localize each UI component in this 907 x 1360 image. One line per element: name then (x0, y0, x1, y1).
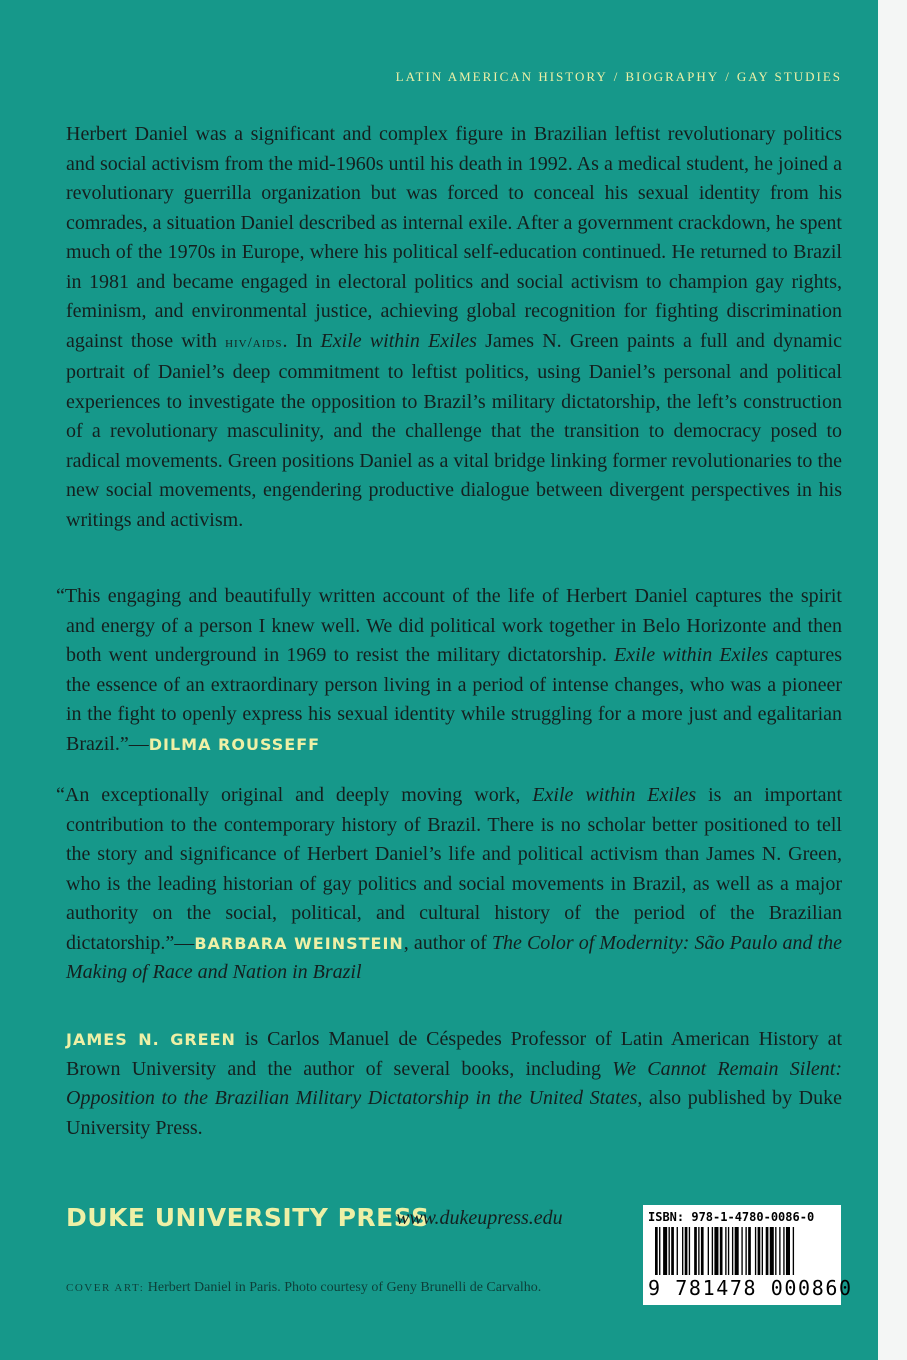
barcode-bar (775, 1227, 776, 1275)
quote-text: “An exceptionally original and deeply moving work, (56, 784, 533, 806)
barcode-bar (783, 1227, 784, 1275)
barcode-bar (770, 1227, 774, 1275)
cover-art-credit (66, 1280, 541, 1296)
author-book-title: We Cannot Remain Silent: Opposition to the Brazilian Military Dictatorship in the United States (66, 1057, 842, 1109)
barcode-bar (762, 1227, 763, 1275)
barcode-bar (758, 1227, 761, 1275)
category-separator: / (613, 69, 620, 84)
ean-digits: 9 781478 000860 (648, 1276, 853, 1300)
author-name: JAMES N. GREEN (66, 1030, 236, 1049)
page-edge (878, 0, 907, 1360)
book-title: Exile within Exiles (614, 644, 769, 666)
hiv-aids-text: hiv/aids (225, 334, 283, 351)
category-separator: / (725, 69, 731, 84)
quote-text: captures the essence of an extraordinary person living in a period of intense changes, who was a pioneer in the fight to openly express his sexual identity while struggling for a more just and egalitarian Brazil.”— (66, 644, 842, 755)
barcode-bar (694, 1227, 697, 1275)
barcode-bar (755, 1227, 756, 1275)
barcode-bar (779, 1227, 780, 1275)
barcode-bar (677, 1227, 678, 1275)
category-line (396, 69, 842, 85)
barcode-bar (732, 1227, 733, 1275)
quote-text: “This engaging and beautifully written account of the life of Herbert Daniel captures the spirit and energy of a person I knew well. We did political work together in Belo Horizonte and then both went underground in 1969 to resist the military dictatorship. (56, 585, 842, 666)
barcode-bar (786, 1227, 790, 1275)
category-latin-american-history: LATIN AMERICAN HISTORY (395, 69, 608, 84)
barcode-icon (655, 1227, 841, 1279)
barcode-bar (728, 1227, 729, 1275)
barcode-bar (748, 1227, 751, 1275)
barcode-bar (701, 1227, 704, 1275)
book-title: Exile within Exiles (320, 329, 477, 352)
barcode-bar (689, 1227, 690, 1275)
cover-art-text: Herbert Daniel in Paris. Photo courtesy of Geny Brunelli de Carvalho. (147, 1280, 542, 1295)
barcode-bar (766, 1227, 769, 1275)
author-bio (66, 1025, 842, 1143)
book-description (66, 120, 842, 535)
barcode-bar (663, 1227, 667, 1275)
description-text: . In (282, 329, 321, 352)
barcode-bar (745, 1227, 746, 1275)
barcode-bar (735, 1227, 739, 1275)
publisher-url[interactable]: www.dukeupress.edu (396, 1207, 563, 1229)
quote-text: , author of (403, 931, 492, 954)
bio-text: , also published by Duke University Press. (66, 1087, 843, 1139)
isbn-label: ISBN: 978-1-4780-0086-0 (648, 1210, 815, 1224)
barcode-bar (669, 1227, 670, 1275)
category-gay-studies: GAY STUDIES (736, 69, 842, 84)
barcode-bar (741, 1227, 742, 1275)
endorser-name: DILMA ROUSSEFF (148, 734, 321, 754)
barcode-bar (682, 1227, 683, 1275)
description-text: Herbert Daniel was a significant and complex figure in Brazilian leftist revolutionary politics and social activism from the mid-1960s until his death in 1992. As a medical student, he joined a revolutionary guerrilla organization but was forced to conceal his sexual identity from his comrades, a situation Daniel described as internal exile. After a government crackdown, he spent much of the 1970s in Europe, where his political self-education continued. He returned to Brazil in 1981 and became engaged in electoral politics and social activism to champion gay rights, feminism, and environmental justice, achieving global recognition for fighting discrimination against those with (66, 123, 842, 352)
quote-text: is an important contribution to the contemporary history of Brazil. There is no scholar better positioned to tell the story and significance of Herbert Daniel’s life and political activism than James N. Green, who is the leading historian of gay politics and social movements in Brazil, as well as a major authority on the social, political, and cultural history of the period of the Brazilian dictatorship.”— (66, 784, 842, 954)
endorsement-weinstein (56, 781, 842, 988)
category-biography: BIOGRAPHY (625, 69, 720, 84)
book-title: Exile within Exiles (532, 784, 697, 806)
endorsement-rousseff (56, 582, 842, 759)
endorser-name: BARBARA WEINSTEIN (194, 933, 404, 953)
barcode-bar (659, 1227, 660, 1275)
description-text: James N. Green paints a full and dynamic portrait of Daniel’s deep commitment to leftist politics, using Daniel’s personal and political experiences to investigate the opposition to Brazil’s military dictatorship, the left’s construction of a revolutionary masculinity, and the challenge that the transition to democracy posed to radical movements. Green positions Daniel as a vital bridge linking former revolutionaries to the new social movements, engendering productive dialogue between divergent perspectives in his writings and activism. (66, 329, 842, 531)
barcode-bar (655, 1227, 658, 1275)
barcode-bar (714, 1227, 718, 1275)
endorser-book-title: The Color of Modernity: São Paulo and the Making of Race and Nation in Brazil (66, 931, 842, 983)
barcode-bar (720, 1227, 723, 1275)
cover-art-label: COVER ART: (66, 1282, 145, 1294)
barcode-bar (698, 1227, 699, 1275)
barcode-bar (671, 1227, 674, 1275)
publisher-name: DUKE UNIVERSITY PRESS (66, 1203, 430, 1232)
bio-text: is Carlos Manuel de Céspedes Professor of Latin American History at Brown University and the author of several books, including (66, 1028, 842, 1080)
barcode-bar (712, 1227, 713, 1275)
barcode-bar (725, 1227, 726, 1275)
barcode-bar (793, 1227, 794, 1275)
barcode-bar (708, 1227, 709, 1275)
barcode-bar (685, 1227, 688, 1275)
